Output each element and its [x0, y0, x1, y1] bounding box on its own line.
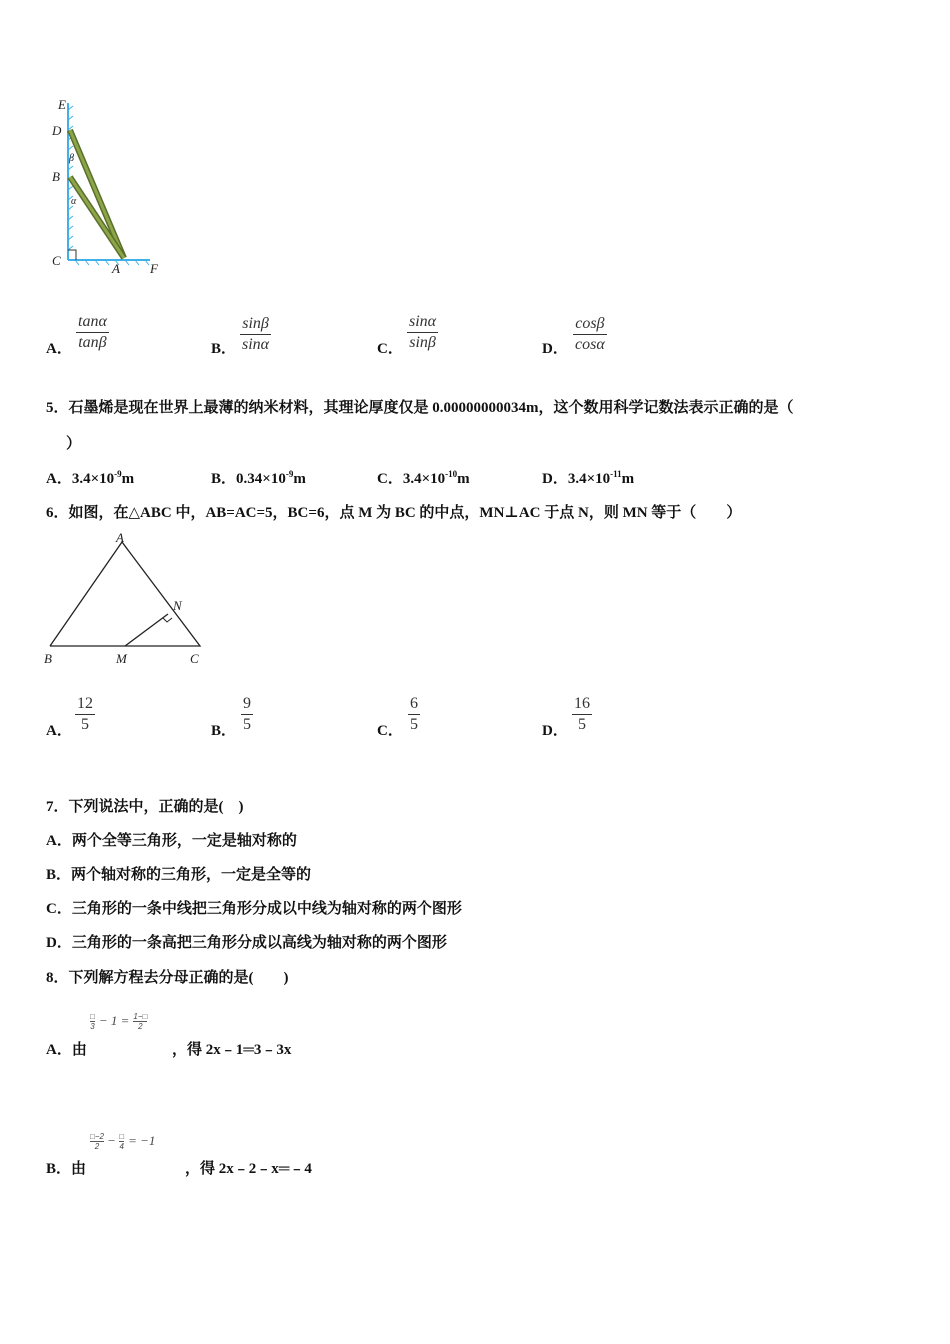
q4-option-a-letter: A．	[46, 341, 72, 357]
label-C: C	[52, 253, 61, 268]
q6-option-d-letter: D．	[542, 723, 568, 739]
ladder-figure	[40, 95, 180, 280]
q6-option-b-fraction: 9 5	[243, 695, 251, 733]
q4-option-c-fraction: sinα sinβ	[409, 313, 437, 351]
q5-option-b: B．$0.34\times 10^{-9}m$	[211, 469, 306, 487]
q4-option-b-fraction: sinβ sinα	[242, 315, 270, 353]
q6-option-c-letter: C．	[377, 723, 403, 739]
q7-option-b: B．两个轴对称的三角形，一定是全等的	[46, 867, 312, 883]
label-B: B	[44, 651, 52, 666]
q7-option-a: A．两个全等三角形，一定是轴对称的	[46, 833, 297, 849]
q6-option-d-fraction: 16 5	[574, 695, 590, 733]
q6-option-b-letter: B．	[211, 723, 237, 739]
label-M: M	[116, 651, 127, 666]
q7-option-c: C．三角形的一条中线把三角形分成以中线为轴对称的两个图形	[46, 901, 462, 917]
label-F: F	[150, 261, 158, 276]
q6-stem: 6．如图，在△ABC 中，AB=AC=5，BC=6，点 M 为 BC 的中点，MN⊥AC 于点 N，则 MN 等于（ ）	[46, 505, 742, 521]
q5-stem-line2: ）	[66, 436, 82, 452]
q5-option-c: C．$3.4\times 10^{-10}m$	[377, 469, 470, 487]
q7-option-d: D．三角形的一条高把三角形分成以高线为轴对称的两个图形	[46, 935, 447, 951]
q6-option-a-letter: A．	[46, 723, 72, 739]
q6-option-a-fraction: 12 5	[77, 695, 93, 733]
q8-option-a-equation: □ 3 − 1 = 1−□ 2	[90, 1011, 148, 1031]
q8-stem: 8．下列解方程去分母正确的是( )	[46, 970, 289, 986]
q4-option-b-letter: B．	[211, 341, 237, 357]
q8-option-a-prefix: A．由	[46, 1042, 87, 1058]
q7-stem: 7．下列说法中，正确的是( )	[46, 799, 244, 815]
q5-option-d: D．$3.4\times 10^{-11}m$	[542, 469, 635, 487]
q4-option-d-fraction: cosβ cosα	[575, 315, 605, 353]
label-E: E	[58, 97, 66, 112]
label-alpha: α	[71, 196, 77, 207]
q4-option-c-letter: C．	[377, 341, 403, 357]
label-C: C	[190, 651, 199, 666]
q8-option-b-prefix: B．由	[46, 1161, 87, 1177]
q8-option-a-result: ，得 2x﹣1═3﹣3x	[172, 1042, 292, 1058]
label-D: D	[52, 123, 62, 138]
label-A: A	[116, 530, 124, 545]
label-A: A	[112, 261, 120, 276]
q8-option-b-equation: □−2 2 − □ 4 = −1	[90, 1131, 156, 1151]
q5-option-a: A．$3.4\times 10^{-9}m$	[46, 469, 135, 487]
label-N: N	[173, 598, 182, 613]
triangle-figure	[40, 528, 220, 673]
q6-option-c-fraction: 6 5	[410, 695, 418, 733]
q5-stem-line1: 5．石墨烯是现在世界上最薄的纳米材料，其理论厚度仅是 0.00000000034m，这个数用科学记数法表示正确的是（	[46, 400, 794, 416]
q4-option-d-letter: D．	[542, 341, 568, 357]
q4-option-a-fraction: tanα tanβ	[78, 313, 107, 351]
label-B: B	[52, 169, 60, 184]
q8-option-b-result: ，得 2x﹣2﹣x═﹣4	[185, 1161, 312, 1177]
label-beta: β	[69, 153, 74, 164]
